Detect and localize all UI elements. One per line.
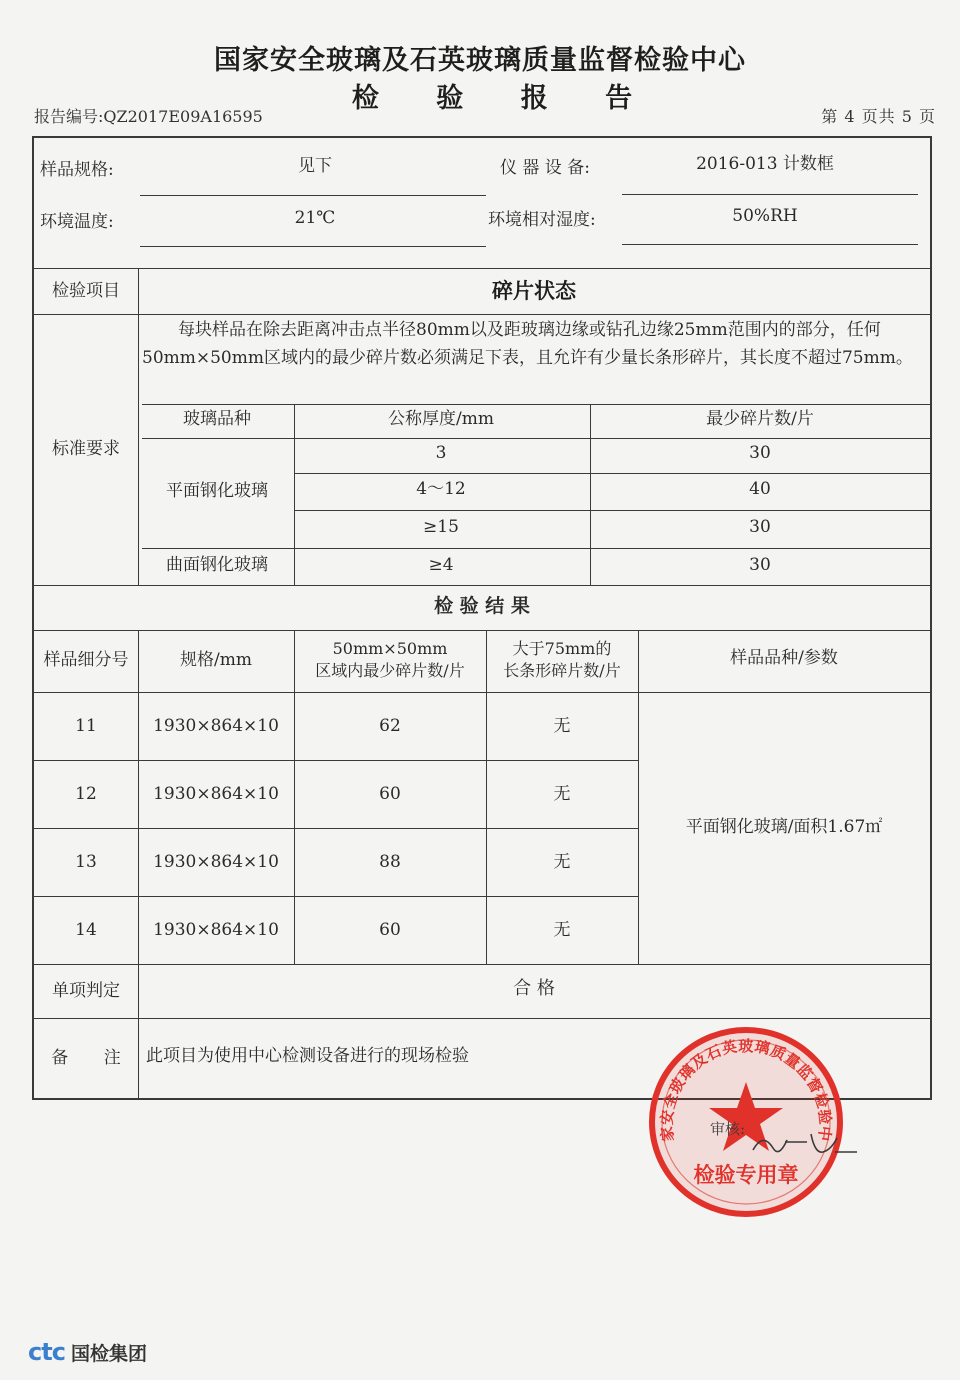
res-row-no: 13 xyxy=(75,851,97,872)
std-header-thickness: 公称厚度/mm xyxy=(388,408,494,429)
res-variety-value: 平面钢化玻璃/面积1.67㎡ xyxy=(685,816,883,837)
verdict-label: 单项判定 xyxy=(52,980,120,1001)
res-row-spec: 1930×864×10 xyxy=(153,715,279,736)
humidity-label: 环境相对湿度: xyxy=(488,209,596,230)
org-title: 国家安全玻璃及石英玻璃质量监督检验中心 xyxy=(214,45,746,76)
remarks-value: 此项目为使用中心检测设备进行的现场检验 xyxy=(146,1045,469,1066)
std-row-min: 30 xyxy=(749,443,771,464)
res-row-long: 无 xyxy=(553,783,571,804)
equipment-label: 仪 器 设 备: xyxy=(500,157,590,178)
std-row-min: 40 xyxy=(749,479,771,500)
temp-value: 21℃ xyxy=(294,207,336,228)
remarks-label: 备 注 xyxy=(51,1047,121,1068)
res-row-spec: 1930×864×10 xyxy=(153,851,279,872)
res-header-sample-no: 样品细分号 xyxy=(43,649,129,670)
report-title: 检 验 报 告 xyxy=(351,83,657,114)
res-row-min: 88 xyxy=(379,851,401,872)
flat-glass-label: 平面钢化玻璃 xyxy=(166,480,268,501)
report-number: 报告编号:QZ2017E09A16595 xyxy=(34,107,263,126)
ctc-logo-text: 国检集团 xyxy=(70,1342,147,1365)
res-row-min: 60 xyxy=(379,783,401,804)
std-row-thickness: ≥4 xyxy=(428,554,454,575)
sample-spec-value: 见下 xyxy=(298,155,332,176)
ctc-logo-mark: ctc xyxy=(28,1338,65,1366)
seal-ring-text: 家安全玻璃及石英玻璃质量监督检验中 xyxy=(657,1036,835,1143)
res-header-spec: 规格/mm xyxy=(180,649,252,670)
std-row-min: 30 xyxy=(749,516,771,537)
inspection-item-value: 碎片状态 xyxy=(492,277,576,303)
res-row-long: 无 xyxy=(553,919,571,940)
std-row-thickness: ≥15 xyxy=(423,516,459,537)
res-row-no: 12 xyxy=(75,783,97,804)
curved-glass-label: 曲面钢化玻璃 xyxy=(166,554,268,575)
res-header-long-pieces: 大于75mm的 长条形碎片数/片 xyxy=(503,639,621,680)
res-row-no: 14 xyxy=(75,919,97,940)
humidity-value: 50%RH xyxy=(732,205,798,226)
res-row-min: 62 xyxy=(379,715,401,736)
res-row-min: 60 xyxy=(379,919,401,940)
verdict-value: 合 格 xyxy=(513,977,555,999)
temp-label: 环境温度: xyxy=(40,211,114,232)
std-row-thickness: 3 xyxy=(435,443,447,464)
review-label: 审核: xyxy=(710,1120,746,1138)
res-header-min-pieces: 50mm×50mm 区域内最少碎片数/片 xyxy=(315,639,465,680)
sample-spec-label: 样品规格: xyxy=(40,159,114,180)
std-header-min: 最少碎片数/片 xyxy=(706,408,814,429)
res-row-long: 无 xyxy=(553,715,571,736)
res-row-no: 11 xyxy=(75,715,97,736)
standard-label: 标准要求 xyxy=(52,439,120,460)
results-title: 检 验 结 果 xyxy=(434,595,530,618)
std-row-thickness: 4～12 xyxy=(416,479,466,500)
signature xyxy=(745,1120,865,1170)
res-header-variety: 样品品种/参数 xyxy=(730,647,838,668)
company-logo xyxy=(28,1338,147,1366)
inspection-item-label: 检验项目 xyxy=(52,280,120,301)
std-header-variety: 玻璃品种 xyxy=(183,408,251,429)
standard-text: 每块样品在除去距离冲击点半径80mm以及距玻璃边缘或钻孔边缘25mm范围内的部分，任何50mm×50mm区域内的最少碎片数必须满足下表，且允许有少量长条形碎片，其长度不超过75mm。 xyxy=(142,320,913,368)
res-row-long: 无 xyxy=(553,851,571,872)
equipment-value: 2016-013 计数框 xyxy=(696,153,834,174)
res-row-spec: 1930×864×10 xyxy=(153,783,279,804)
std-row-min: 30 xyxy=(749,554,771,575)
seal-center-text: 检验专用章 xyxy=(693,1162,799,1187)
page-info: 第 4 页共 5 页 xyxy=(821,107,936,126)
res-row-spec: 1930×864×10 xyxy=(153,919,279,940)
